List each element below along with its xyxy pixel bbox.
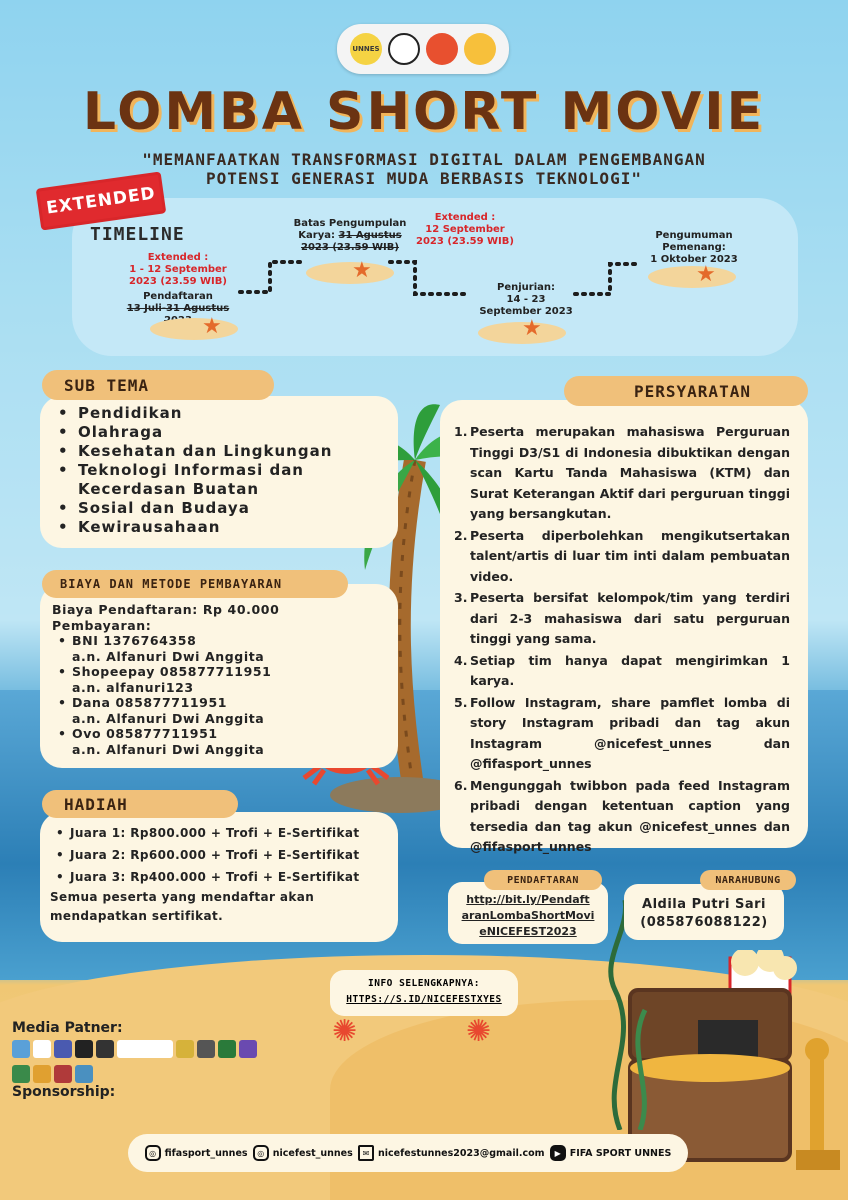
- hadiah-note: Semua peserta yang mendaftar akan mendapatkan sertifikat.: [50, 890, 315, 923]
- partner-logo: [239, 1040, 257, 1058]
- list-item: • Kesehatan dan Lingkungan: [56, 442, 398, 461]
- batas-karya: Karya:: [298, 230, 339, 241]
- instagram-icon: ◎: [145, 1145, 161, 1161]
- registration-link[interactable]: [448, 892, 608, 940]
- crab-icon: ✺: [466, 1014, 492, 1049]
- info-box: [330, 970, 518, 1016]
- registration-link-line: eNICEFEST2023: [479, 925, 577, 938]
- partner-logo: [176, 1040, 194, 1058]
- list-item: [454, 588, 790, 650]
- list-number: 4.: [454, 652, 468, 668]
- tagline: [60, 150, 788, 188]
- list-item: • Juara 3: Rp400.000 + Trofi + E-Sertifikat: [50, 866, 390, 888]
- payment-holder: a.n. Alfanuri Dwi Anggita: [72, 710, 265, 726]
- biaya-box: [40, 584, 398, 768]
- timeline-title: TIMELINE: [90, 224, 185, 245]
- timeline-batas-extended: [410, 212, 520, 248]
- nicefest-logo: [426, 33, 458, 65]
- payment-holder: a.n. Alfanuri Dwi Anggita: [72, 648, 265, 664]
- instagram-icon: ◎: [253, 1145, 269, 1161]
- partner-logo: [75, 1040, 93, 1058]
- penjurian-line: September 2023: [479, 306, 573, 317]
- list-item: [52, 726, 388, 757]
- requirement-text: Setiap tim hanya dapat mengirimkan 1 karya.: [470, 652, 790, 688]
- hadiah-content: [40, 812, 398, 926]
- star-logo: [464, 33, 496, 65]
- subtema-list: [40, 396, 398, 537]
- extended-date: 1 - 12 September: [129, 264, 227, 275]
- extended-label: Extended :: [147, 252, 209, 263]
- crab-icon: ✺: [332, 1014, 358, 1049]
- narahubung-title: NARAHUBUNG: [700, 870, 796, 890]
- partner-logo: [96, 1040, 114, 1058]
- batas-ext-line: 12 September: [425, 224, 505, 235]
- batas-old-time: 2023 (23.59 WIB): [301, 242, 399, 253]
- sand-pile: [150, 314, 238, 340]
- payment-account: • BNI 1376764358: [72, 633, 197, 648]
- extended-stamp: EXTENDED: [36, 171, 167, 230]
- subtema-box: [40, 396, 398, 548]
- email-contact[interactable]: [358, 1145, 544, 1161]
- list-number: 3.: [454, 590, 468, 605]
- hadiah-box: [40, 812, 398, 942]
- hadiah-title: HADIAH: [42, 790, 238, 818]
- pendaftaran-label: Pendaftaran: [143, 291, 213, 302]
- sponsorship-title: Sponsorship:: [12, 1084, 116, 1100]
- list-item: • Pendidikan: [56, 404, 398, 423]
- starfish-icon: ★: [352, 258, 372, 283]
- list-item: [454, 651, 790, 692]
- partner-logo: [12, 1040, 30, 1058]
- fifa-sport-logo: [388, 33, 420, 65]
- batas-old-date: 31 Agustus: [338, 230, 402, 241]
- batas-line: Batas Pengumpulan: [293, 218, 407, 229]
- pendaftaran-old-date: 13 Juli-31 Agustus: [126, 303, 230, 314]
- youtube-channel[interactable]: [550, 1145, 672, 1161]
- extended-time: 2023 (23.59 WIB): [129, 276, 227, 287]
- payment-list: [52, 633, 388, 757]
- list-item: • Juara 2: Rp600.000 + Trofi + E-Sertifikat: [50, 844, 390, 866]
- unnes-logo: [350, 33, 382, 65]
- page-title: LOMBA SHORT MOVIE: [82, 82, 766, 142]
- list-item: [52, 695, 388, 726]
- penjurian-line: 14 - 23: [506, 294, 546, 305]
- list-item: [454, 526, 790, 588]
- footer-text: nicefest_unnes: [272, 1147, 353, 1159]
- tagline-line: POTENSI GENERASI MUDA BERBASIS TEKNOLOGI": [206, 169, 642, 188]
- batas-line: [285, 230, 415, 242]
- batas-ext-line: Extended :: [434, 212, 496, 223]
- requirement-text: Mengunggah twibbon pada feed Instagram pribadi dengan ketentuan caption yang tersedia dan tag akun @nicefest_unnes dan @fifasport_unnes: [470, 777, 790, 854]
- list-item: [52, 664, 388, 695]
- tagline-line: "MEMANFAATKAN TRANSFORMASI DIGITAL DALAM PENGEMBANGAN: [142, 150, 706, 169]
- pendaftaran-box: [448, 882, 608, 944]
- partner-logo: [218, 1040, 236, 1058]
- sand-pile: [648, 262, 736, 288]
- biaya-fee: Biaya Pendaftaran: Rp 40.000: [52, 602, 280, 617]
- list-item: [454, 776, 790, 858]
- partner-logo: [12, 1065, 30, 1083]
- list-item: [454, 693, 790, 775]
- pengumuman-line: Pemenang:: [662, 242, 726, 253]
- starfish-icon: ★: [696, 262, 716, 287]
- timeline-path: [230, 250, 650, 320]
- footer-text: nicefestunnes2023@gmail.com: [378, 1147, 545, 1159]
- payment-account: • Ovo 085877711951: [72, 726, 218, 741]
- info-link[interactable]: HTTPS://S.ID/NICEFESTXYES: [346, 994, 502, 1005]
- requirement-text: Peserta merupakan mahasiswa Perguruan Tinggi D3/S1 di Indonesia dibuktikan dengan scan Kartu Tanda Mahasiswa (KTM) dan Surat Keterangan Aktif dari perguruan tinggi yang bersangkutan.: [470, 424, 790, 521]
- requirement-text: Peserta bersifat kelompok/tim yang terdiri dari 2-3 mahasiswa dari satu perguruan tinggi yang sama.: [470, 590, 790, 646]
- biaya-title: BIAYA DAN METODE PEMBAYARAN: [42, 570, 348, 598]
- list-item: • Juara 1: Rp800.000 + Trofi + E-Sertifikat: [50, 822, 390, 844]
- payment-holder: a.n. alfanuri123: [72, 679, 194, 695]
- list-item: • Kewirausahaan: [56, 518, 398, 537]
- footer-contacts: [128, 1134, 688, 1172]
- partner-logo: [117, 1040, 173, 1058]
- starfish-icon: ★: [522, 316, 542, 341]
- footer-text: fifasport_unnes: [164, 1147, 248, 1159]
- pengumuman-line: Pengumuman: [655, 230, 733, 241]
- media-partner-title: Media Patner:: [12, 1020, 123, 1036]
- pendaftaran-title: PENDAFTARAN: [484, 870, 602, 890]
- footer-text: FIFA SPORT UNNES: [569, 1147, 672, 1159]
- biaya-content: [40, 584, 398, 757]
- list-item: • Sosial dan Budaya: [56, 499, 398, 518]
- list-item: • Teknologi Informasi dan Kecerdasan Buatan: [56, 461, 398, 499]
- list-item: • Olahraga: [56, 423, 398, 442]
- youtube-icon: ▶: [550, 1145, 566, 1161]
- partner-logo: [33, 1065, 51, 1083]
- list-number: 2.: [454, 527, 468, 543]
- contact-name: Aldila Putri Sari: [642, 897, 766, 912]
- registration-link-line: aranLombaShortMovi: [461, 909, 595, 922]
- payment-account: • Shopeepay 085877711951: [72, 664, 272, 679]
- media-partner-logos: [12, 1040, 312, 1087]
- batas-ext-line: 2023 (23.59 WIB): [416, 236, 514, 247]
- instagram-nicefest[interactable]: [253, 1145, 353, 1161]
- partner-logos: [337, 24, 509, 74]
- requirement-text: Peserta diperbolehkan mengikutsertakan talent/artis di luar tim inti dalam pembuatan video.: [470, 527, 790, 584]
- list-item: [52, 633, 388, 664]
- timeline-penjurian: [468, 282, 584, 318]
- starfish-icon: ★: [202, 314, 222, 339]
- payment-account: • Dana 085877711951: [72, 695, 228, 710]
- persyaratan-title: PERSYARATAN: [564, 376, 808, 406]
- narahubung-box: [624, 884, 784, 940]
- timeline-batas: [285, 218, 415, 254]
- persyaratan-box: [440, 400, 808, 854]
- hadiah-list: [50, 822, 390, 888]
- info-title: INFO SELENGKAPNYA:: [368, 978, 480, 989]
- requirement-text: Follow Instagram, share pamflet lomba di story Instagram pribadi dan tag akun Instagram @nicefest_unnes dan @fifasport_unnes: [470, 694, 790, 771]
- mail-icon: ✉: [358, 1145, 374, 1161]
- sand-pile: [306, 258, 394, 284]
- list-item: [454, 422, 790, 525]
- contact-phone: (085876088122): [640, 915, 768, 930]
- list-number: 5.: [454, 694, 468, 710]
- pengumuman-line: 1 Oktober 2023: [650, 254, 738, 265]
- persyaratan-list: [440, 400, 808, 858]
- partner-logo: [75, 1065, 93, 1083]
- partner-logo: [33, 1040, 51, 1058]
- partner-logo: [54, 1040, 72, 1058]
- instagram-fifasport[interactable]: [145, 1145, 248, 1161]
- registration-link-line: http://bit.ly/Pendaft: [466, 893, 590, 906]
- timeline-pengumuman: [636, 230, 752, 266]
- subtema-title: SUB TEMA: [42, 370, 274, 400]
- logo-text: UNNES: [352, 45, 380, 53]
- biaya-method-label: Pembayaran:: [52, 617, 152, 633]
- partner-logo: [54, 1065, 72, 1083]
- list-number: 6.: [454, 777, 468, 793]
- list-number: 1.: [454, 424, 468, 439]
- payment-holder: a.n. Alfanuri Dwi Anggita: [72, 741, 265, 757]
- penjurian-line: Penjurian:: [496, 282, 555, 293]
- partner-logo: [197, 1040, 215, 1058]
